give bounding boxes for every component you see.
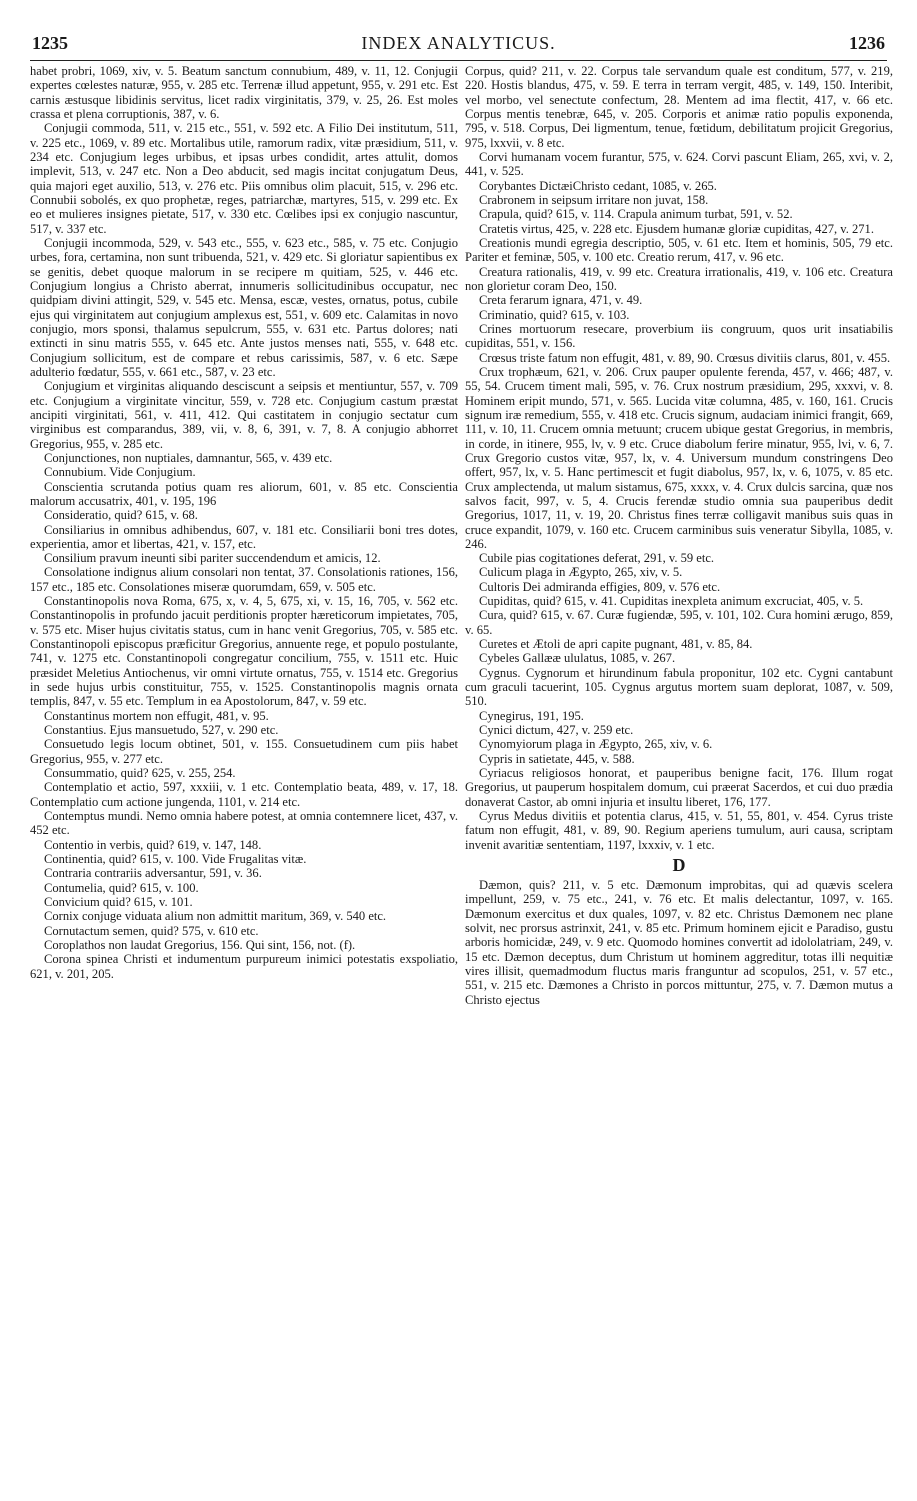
running-title: INDEX ANALYTICUS. <box>361 33 556 53</box>
index-entry: Consummatio, quid? 625, v. 255, 254. <box>44 766 236 781</box>
index-entry: Coroplathos non laudat Gregorius, 156. Qui sint, 156, not. (f). <box>44 938 356 953</box>
index-entry: Cynici dictum, 427, v. 259 etc. <box>479 723 634 738</box>
index-entry: Consuetudo legis locum obtinet, 501, v. 155. Consuetudinem cum piis habet Gregorius, 955, v. 277 etc. <box>30 737 458 766</box>
index-entry: Corvi humanam vocem furantur, 575, v. 624. Corvi pascunt Eliam, 265, xvi, v. 2, 441, v. 525. <box>465 149 893 179</box>
index-entry: Constantinopolis nova Roma, 675, x, v. 4, 5, 675, xi, v. 15, 16, 705, v. 562 etc. Constantinopolis in profundo jacuit perditionis propter hæreticorum impietates, 705, v. 575 etc. Miser hujus civitatis status, cum in hanc venit Gregorius, 705, v. 585 etc. Constantinopoli episcopus præficitur Gregorius, annuente rege, et populo postulante, 741, v. 1275 etc. Constantinopoli congregatur concilium, 755, v. 1511 etc. Huic præsidet Meletius Antiochenus, vir omni virtute ornatus, 755, v. 1514 etc. Gregorius in sede hujus urbis constituitur, 755, v. 1525. Constantinopolis magnis ornata templis, 847, v. 55 etc. Templum in ea Apostolorum, 847, v. 59 etc. <box>30 594 458 709</box>
left-column <box>30 64 458 1489</box>
index-entry: Criminatio, quid? 615, v. 103. <box>479 307 630 322</box>
index-entry: Consideratio, quid? 615, v. 68. <box>44 508 198 523</box>
index-entry: Cultoris Dei admiranda effigies, 809, v. 576 etc. <box>479 579 721 594</box>
index-entry: Convicium quid? 615, v. 101. <box>44 895 193 910</box>
right-column <box>465 64 893 1489</box>
index-entry: Crœsus triste fatum non effugit, 481, v. 89, 90. Crœsus divitiis clarus, 801, v. 455. <box>479 350 891 365</box>
index-entry: Conjugium et virginitas aliquando desciscunt a seipsis et mentiuntur, 557, v. 709 etc. Conjugium a virginitate vincitur, 559, v. 728 etc. Conjugium castum præstat ancipiti virginitati, 561, v. 411, 412. Qui castitatem in conjugio sectatur cum virginibus est comparandus, 389, vii, v. 8, 6, 391, v. 7, 8. A conjugio abhorret Gregorius, 955, v. 285 etc. <box>30 379 458 451</box>
index-entry: Cypris in satietate, 445, v. 588. <box>479 751 635 766</box>
index-entry: Constantinus mortem non effugit, 481, v. 95. <box>44 708 269 723</box>
index-entry: Consolatione indignus alium consolari non tentat, 37. Consolationis rationes, 156, 157 etc., 185 etc. Consolationes miseræ quorumdam, 659, v. 505 etc. <box>30 565 458 594</box>
index-entry: Cynomyiorum plaga in Ægypto, 265, xiv, v. 6. <box>479 737 713 752</box>
index-entry: Curetes et Ætoli de apri capite pugnant, 481, v. 85, 84. <box>479 637 753 652</box>
right-column-entries-c <box>465 64 893 852</box>
index-entry: Cygnus. Cygnorum et hirundinum fabula proponitur, 102 etc. Cygni cantabunt cum graculi tacuerint, 105. Cygnus argutus mortem suam deplorat, 1087, v. 509, 510. <box>465 665 893 709</box>
index-entry: Consilium pravum ineunti sibi pariter succendendum et amicis, 12. <box>44 551 381 566</box>
index-entry: Crabronem in seipsum irritare non juvat, 158. <box>479 192 709 207</box>
index-entry: Contemplatio et actio, 597, xxxiii, v. 1 etc. Contemplatio beata, 489, v. 17, 18. Contemplatio cum actione jungenda, 1101, v. 214 etc. <box>30 780 458 809</box>
index-entry: Corpus, quid? 211, v. 22. Corpus tale servandum quale est conditum, 577, v. 219, 220. Hostis blandus, 475, v. 59. E terra in terram vergit, 485, v. 149, 150. Interibit, vel morbo, vel senectute confectum, 28. Mentem ad ima flectit, 417, v. 66 etc. Corpus mentis tenebræ, 645, v. 205. Corporis et animæ ratio populis exponenda, 795, v. 518. Corpus, Dei ligmentum, tenue, fœtidum, debilitatum projicit Gregorius, 975, lxxvii, v. 8 etc. <box>465 64 893 150</box>
section-letter: D <box>672 855 686 876</box>
index-entry: Cyriacus religiosos honorat, et pauperibus benigne facit, 176. Illum rogat Gregorius, ut pauperum hospitalem domum, cui præerat Sacerdos, et cui duo prædia donaverat Castor, ab omni injuria et insultu liberet, 176, 177. <box>465 766 893 809</box>
index-entry: Cyrus Medus divitiis et potentia clarus, 415, v. 51, 55, 801, v. 454. Cyrus triste fatum non effugit, 481, v. 89, 90. Regium aperiens tumulum, auri causa, scriptam invenit avaritiæ sententiam, 1197, lxxxiv, v. 1 etc. <box>465 809 893 852</box>
index-entry: Contemptus mundi. Nemo omnia habere potest, at omnia contemnere licet, 437, v. 452 etc. <box>30 809 458 838</box>
index-entry: Cornix conjuge viduata alium non admittit maritum, 369, v. 540 etc. <box>44 909 387 924</box>
index-entry: Conscientia scrutanda potius quam res aliorum, 601, v. 85 etc. Conscientia malorum accusatrix, 401, v. 195, 196 <box>30 479 458 508</box>
index-entry: Continentia, quid? 615, v. 100. Vide Frugalitas vitæ. <box>44 852 307 867</box>
index-entry: Cybeles Gallææ ululatus, 1085, v. 267. <box>479 651 676 666</box>
index-entry: Creationis mundi egregia descriptio, 505, v. 61 etc. Item et hominis, 505, 79 etc. Pariter et feminæ, 505, v. 100 etc. Creatio rerum, 417, v. 96 etc. <box>465 235 893 265</box>
index-entry: Constantius. Ejus mansuetudo, 527, v. 290 etc. <box>44 723 279 738</box>
index-entry: Conjugii incommoda, 529, v. 543 etc., 555, v. 623 etc., 585, v. 75 etc. Conjugio urbes, fora, certamina, non sunt tribuenda, 521, v. 429 etc. Si gloriatur sapientibus ex se genitis, debet quoque malorum in se recipere m quitiam, 525, v. 446 etc. Conjugium longius a Christo aberrat, innumeris sollicitudinibus occupatur, nec quidpiam divini attingit, 529, v. 545 etc. Mensa, escæ, vestes, ornatus, potus, cubile ejus qui virginitatem aut conjugium amplexus est, 551, v. 609 etc. Calamitas in novo conjugio, mors sponsi, thalamus sepulcrum, 555, v. 631 etc. Partus dolores; nati extincti in sinu matris 555, v. 645 etc. Ante justos menses nati, 555, v. 648 etc. Conjugium sollicitum, est de compare et rebus carissimis, 587, v. 6 etc. Sæpe adulterio fœdatur, 555, v. 661 etc., 587, v. 23 etc. <box>30 235 458 379</box>
page-number-left: 1235 <box>32 33 68 53</box>
index-entry: Conjugii commoda, 511, v. 215 etc., 551, v. 592 etc. A Filio Dei institutum, 511, v. 225 etc., 1069, v. 89 etc. Mortalibus utile, ramorum radix, vitæ præsidium, 511, v. 234 etc. Conjugium leges urbibus, et ipsas urbes condidit, artes attulit, domos implevit, 513, v. 247 etc. Non a Deo abducit, sed magis incitat conjugatum Deus, quia majori eget auxilio, 513, v. 276 etc. Piis omnibus olim placuit, 515, v. 296 etc. Connubii sobolés, ex quo prophetæ, reges, patriarchæ, martyres, 515, v. 299 etc. Ex eo et mulieres insignes pietate, 517, v. 330 etc. Cœlibes ipsi ex conjugio nascuntur, 517, v. 337 etc. <box>30 121 458 236</box>
page-number-right: 1236 <box>849 33 885 53</box>
index-entry: Contentio in verbis, quid? 619, v. 147, 148. <box>44 837 262 852</box>
index-entry: Cynegirus, 191, 195. <box>479 708 584 723</box>
page-header <box>32 33 885 57</box>
index-entry: Culicum plaga in Ægypto, 265, xiv, v. 5. <box>479 565 683 580</box>
index-entry: Crux trophæum, 621, v. 206. Crux pauper opulente ferenda, 457, v. 466; 487, v. 55, 54. Crucem timent mali, 595, v. 76. Crux nostrum præsidium, 295, xxxvi, v. 8. Hominem eripit mundo, 571, v. 565. Lucida vitæ columna, 485, v. 160, 161. Crucis signum iræ remedium, 555, v. 418 etc. Crucis signum, audaciam inimici frangit, 669, 111, v. 10, 11. Crucem omnia metuunt; crucem ubique gestat Gregorius, in membris, in corde, in itinere, 955, lv, v. 9 etc. Cruce diabolum ferire minatur, 955, lvi, v. 6, 7. Crux Gregorio custos vitæ, 957, lx, v. 4. Universum mundum constringens Deo offert, 957, lx, v. 5. Hanc pertimescit et fugit diabolus, 957, lx, v. 6, 1075, v. 85 etc. Crux amplectenda, ut malum sistamus, 675, xxxx, v. 4. Crux dulcis sarcina, quæ nos salvos facit, 997, v. 5, 4. Crucis ferendæ studio omnia sua pauperibus dedit Gregorius, 1017, 11, v. 19, 20. Christus fines terræ colligavit manibus suis quas in cruce expandit, 1079, v. 160 etc. Crucem carminibus suis veneratur Sibylla, 1085, v. 246. <box>465 364 893 551</box>
index-entry: Contumelia, quid? 615, v. 100. <box>44 880 199 895</box>
index-entry: Corona spinea Christi et indumentum purpureum inimici potestatis exspoliatio, 621, v. 201, 205. <box>30 952 458 981</box>
index-entry: Creta ferarum ignara, 471, v. 49. <box>479 293 643 308</box>
index-entry: Contraria contrariis adversantur, 591, v. 36. <box>44 866 262 881</box>
index-entry: Connubium. Vide Conjugium. <box>44 465 196 480</box>
index-entry: Creatura rationalis, 419, v. 99 etc. Creatura irrationalis, 419, v. 106 etc. Creatura non glorietur coram Deo, 150. <box>465 264 893 293</box>
right-column-entries-d <box>465 878 893 1007</box>
header-rule <box>30 60 887 61</box>
index-entry: Cubile pias cogitationes deferat, 291, v. 59 etc. <box>479 551 715 566</box>
index-entry: Cratetis virtus, 425, v. 228 etc. Ejusdem humanæ gloriæ cupiditas, 427, v. 271. <box>479 221 874 236</box>
index-entry: Cura, quid? 615, v. 67. Curæ fugiendæ, 595, v. 101, 102. Cura homini ærugo, 859, v. 65. <box>465 608 893 637</box>
index-entry: Cupiditas, quid? 615, v. 41. Cupiditas inexpleta animum excruciat, 405, v. 5. <box>479 594 864 609</box>
index-entry: Crapula, quid? 615, v. 114. Crapula animum turbat, 591, v. 52. <box>479 207 793 222</box>
index-entry: Corybantes DictæiChristo cedant, 1085, v. 265. <box>479 178 717 193</box>
index-entry: Conjunctiones, non nuptiales, damnantur, 565, v. 439 etc. <box>44 450 333 465</box>
index-entry: Cornutactum semen, quid? 575, v. 610 etc. <box>44 923 259 938</box>
index-entry: Dæmon, quis? 211, v. 5 etc. Dæmonum improbitas, qui ad quævis scelera impellunt, 259, v. 75 etc., 241, v. 76 etc. Et malis delectantur, 1097, v. 165. Dæmonum exercitus et dux quales, 1097, v. 82 etc. Christus Dæmonem nec plane solvit, nec prorsus astrinxit, 241, v. 85 etc. Primum hominem ejicit e Paradiso, gustu arboris homicidæ, 249, v. 9 etc. Quomodo homines convertit ad idololatriam, 249, v. 15 etc. Dæmon deceptus, dum Christum ut hominem aggreditur, totas illi nequitiæ vires illisit, quemadmodum fluctus maris franguntur ad scopulos, 251, v. 57 etc., 551, v. 215 etc. Dæmones a Christo in porcos mittuntur, 275, v. 7. Dæmon mutus a Christo ejectus <box>465 878 893 1007</box>
index-entry: Crines mortuorum resecare, proverbium iis congruum, quos urit insatiabilis cupiditas, 551, v. 156. <box>465 321 893 351</box>
index-entry: habet probri, 1069, xiv, v. 5. Beatum sanctum connubium, 489, v. 11, 12. Conjugii expertes cœlestes naturæ, 955, v. 285 etc. Terrenæ illud appetunt, 955, v. 291 etc. Est carnis æstusque libidinis servitus, licet radix virginitatis, 379, v. 25, 26. Est moles crassa et plena corruptionis, 387, v. 6. <box>30 64 458 121</box>
index-entry: Consiliarius in omnibus adhibendus, 607, v. 181 etc. Consiliarii boni tres dotes, experientia, amor et libertas, 421, v. 157, etc. <box>30 522 458 551</box>
